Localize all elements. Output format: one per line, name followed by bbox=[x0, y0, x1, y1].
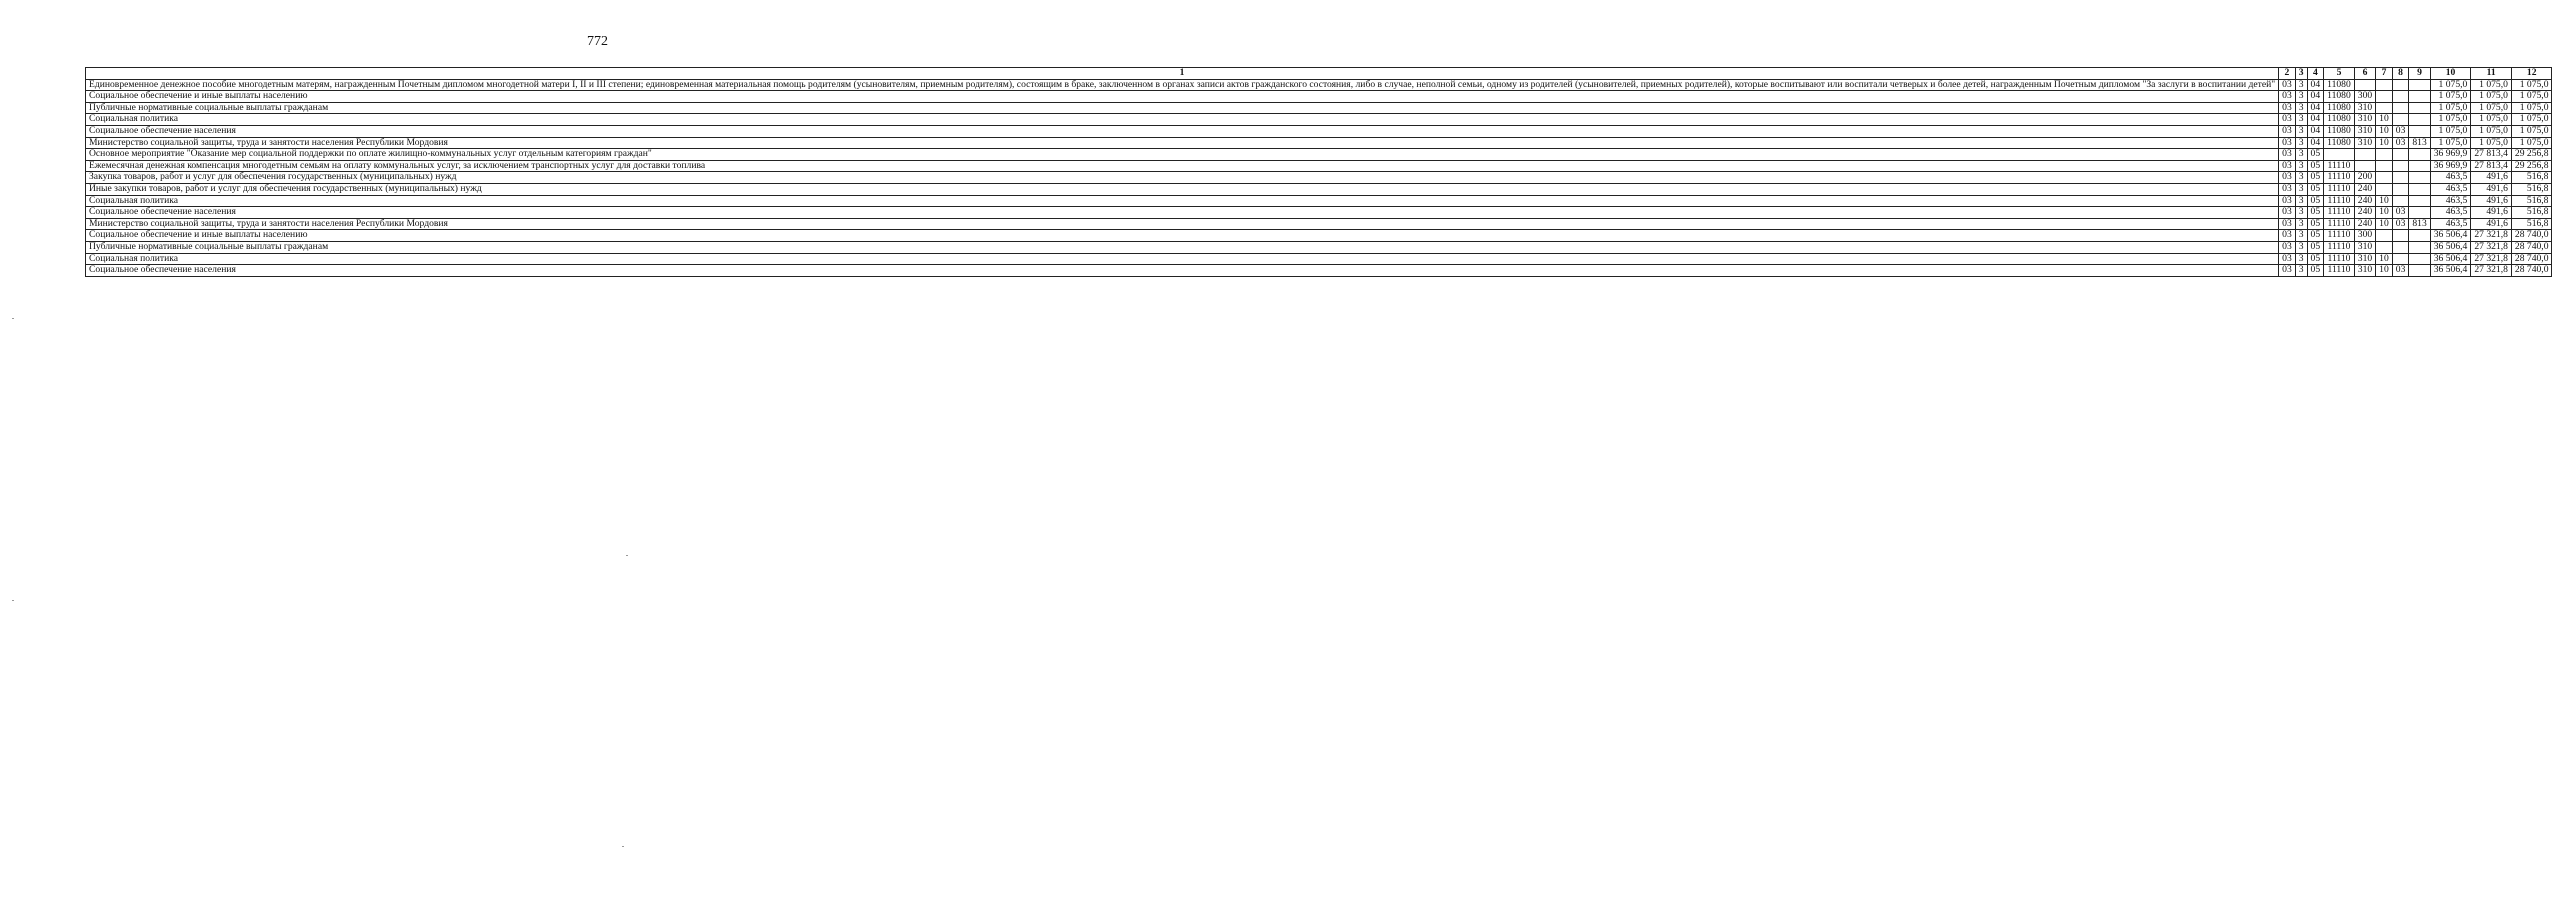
budget-table bbox=[85, 67, 2552, 277]
cell-year-1: 1 075,0 bbox=[2430, 79, 2471, 91]
cell-section bbox=[2376, 183, 2393, 195]
table-row bbox=[86, 183, 2552, 195]
cell-name: Публичные нормативные социальные выплаты гражданам bbox=[86, 241, 2279, 253]
cell-expense-type: 310 bbox=[2354, 137, 2375, 149]
cell-sub: 3 bbox=[2295, 218, 2307, 230]
cell-ministry: 813 bbox=[2409, 218, 2430, 230]
page-number: 772 bbox=[587, 34, 608, 49]
cell-sub: 3 bbox=[2295, 195, 2307, 207]
cell-subsection: 03 bbox=[2392, 137, 2409, 149]
cell-cmp: 03 bbox=[2279, 102, 2296, 114]
cell-year-2: 1 075,0 bbox=[2471, 137, 2512, 149]
table-row bbox=[86, 195, 2552, 207]
cell-year-3: 29 256,8 bbox=[2511, 160, 2552, 172]
cell-year-1: 1 075,0 bbox=[2430, 102, 2471, 114]
cell-year-1: 1 075,0 bbox=[2430, 125, 2471, 137]
cell-sub: 3 bbox=[2295, 137, 2307, 149]
cell-subsection: 03 bbox=[2392, 207, 2409, 219]
table-row bbox=[86, 160, 2552, 172]
table-row bbox=[86, 230, 2552, 242]
cell-section bbox=[2376, 91, 2393, 103]
cell-expense-type bbox=[2354, 160, 2375, 172]
cell-name: Социальное обеспечение и иные выплаты населению bbox=[86, 91, 2279, 103]
cell-year-2: 491,6 bbox=[2471, 218, 2512, 230]
cell-direction: 11110 bbox=[2324, 207, 2355, 219]
cell-direction: 11080 bbox=[2324, 125, 2355, 137]
cell-grp: 05 bbox=[2307, 265, 2324, 277]
cell-year-3: 516,8 bbox=[2511, 207, 2552, 219]
cell-cmp: 03 bbox=[2279, 218, 2296, 230]
cell-cmp: 03 bbox=[2279, 137, 2296, 149]
cell-direction: 11110 bbox=[2324, 160, 2355, 172]
cell-sub: 3 bbox=[2295, 114, 2307, 126]
cell-name: Иные закупки товаров, работ и услуг для обеспечения государственных (муниципальных) нужд bbox=[86, 183, 2279, 195]
cell-grp: 05 bbox=[2307, 183, 2324, 195]
cell-direction: 11110 bbox=[2324, 183, 2355, 195]
cell-cmp: 03 bbox=[2279, 91, 2296, 103]
cell-expense-type: 310 bbox=[2354, 114, 2375, 126]
column-header-5: 5 bbox=[2324, 68, 2355, 80]
cell-ministry bbox=[2409, 79, 2430, 91]
column-header-9: 9 bbox=[2409, 68, 2430, 80]
column-header-1: 1 bbox=[86, 68, 2279, 80]
cell-cmp: 03 bbox=[2279, 241, 2296, 253]
cell-year-1: 463,5 bbox=[2430, 172, 2471, 184]
cell-ministry bbox=[2409, 172, 2430, 184]
cell-year-1: 1 075,0 bbox=[2430, 114, 2471, 126]
cell-grp: 04 bbox=[2307, 79, 2324, 91]
cell-expense-type: 310 bbox=[2354, 265, 2375, 277]
column-header-8: 8 bbox=[2392, 68, 2409, 80]
cell-expense-type: 310 bbox=[2354, 102, 2375, 114]
cell-cmp: 03 bbox=[2279, 207, 2296, 219]
cell-direction: 11110 bbox=[2324, 195, 2355, 207]
cell-expense-type: 310 bbox=[2354, 253, 2375, 265]
cell-grp: 04 bbox=[2307, 137, 2324, 149]
cell-section bbox=[2376, 241, 2393, 253]
column-header-6: 6 bbox=[2354, 68, 2375, 80]
cell-grp: 05 bbox=[2307, 172, 2324, 184]
cell-year-2: 491,6 bbox=[2471, 183, 2512, 195]
table-body bbox=[86, 79, 2552, 276]
cell-year-2: 1 075,0 bbox=[2471, 102, 2512, 114]
cell-section bbox=[2376, 149, 2393, 161]
cell-expense-type: 300 bbox=[2354, 91, 2375, 103]
cell-year-1: 36 969,9 bbox=[2430, 149, 2471, 161]
cell-sub: 3 bbox=[2295, 265, 2307, 277]
cell-year-2: 1 075,0 bbox=[2471, 114, 2512, 126]
cell-year-1: 36 506,4 bbox=[2430, 253, 2471, 265]
cell-subsection: 03 bbox=[2392, 125, 2409, 137]
table-row bbox=[86, 265, 2552, 277]
cell-name: Министерство социальной защиты, труда и занятости населения Республики Мордовия bbox=[86, 137, 2279, 149]
column-header-4: 4 bbox=[2307, 68, 2324, 80]
cell-section: 10 bbox=[2376, 125, 2393, 137]
cell-sub: 3 bbox=[2295, 183, 2307, 195]
cell-expense-type bbox=[2354, 149, 2375, 161]
cell-year-2: 491,6 bbox=[2471, 207, 2512, 219]
cell-cmp: 03 bbox=[2279, 253, 2296, 265]
cell-name: Социальная политика bbox=[86, 253, 2279, 265]
cell-section bbox=[2376, 160, 2393, 172]
cell-ministry bbox=[2409, 230, 2430, 242]
cell-sub: 3 bbox=[2295, 230, 2307, 242]
cell-name: Публичные нормативные социальные выплаты гражданам bbox=[86, 102, 2279, 114]
table-row bbox=[86, 79, 2552, 91]
cell-year-2: 27 321,8 bbox=[2471, 253, 2512, 265]
table-row bbox=[86, 253, 2552, 265]
cell-grp: 05 bbox=[2307, 230, 2324, 242]
column-header-3: 3 bbox=[2295, 68, 2307, 80]
table-row bbox=[86, 149, 2552, 161]
column-header-10: 10 bbox=[2430, 68, 2471, 80]
cell-year-3: 1 075,0 bbox=[2511, 114, 2552, 126]
cell-year-2: 491,6 bbox=[2471, 195, 2512, 207]
cell-ministry bbox=[2409, 125, 2430, 137]
cell-name: Министерство социальной защиты, труда и занятости населения Республики Мордовия bbox=[86, 218, 2279, 230]
table-row bbox=[86, 91, 2552, 103]
cell-ministry: 813 bbox=[2409, 137, 2430, 149]
cell-sub: 3 bbox=[2295, 160, 2307, 172]
cell-sub: 3 bbox=[2295, 253, 2307, 265]
cell-name: Основное мероприятие "Оказание мер социальной поддержки по оплате жилищно-коммунальных услуг отдельным категориям граждан" bbox=[86, 149, 2279, 161]
cell-expense-type: 240 bbox=[2354, 218, 2375, 230]
cell-year-3: 516,8 bbox=[2511, 218, 2552, 230]
cell-ministry bbox=[2409, 149, 2430, 161]
cell-subsection bbox=[2392, 114, 2409, 126]
cell-year-1: 463,5 bbox=[2430, 195, 2471, 207]
cell-subsection bbox=[2392, 230, 2409, 242]
cell-year-3: 1 075,0 bbox=[2511, 125, 2552, 137]
cell-ministry bbox=[2409, 241, 2430, 253]
cell-direction: 11080 bbox=[2324, 91, 2355, 103]
cell-year-2: 491,6 bbox=[2471, 172, 2512, 184]
cell-ministry bbox=[2409, 160, 2430, 172]
cell-year-2: 1 075,0 bbox=[2471, 91, 2512, 103]
cell-direction: 11110 bbox=[2324, 265, 2355, 277]
cell-year-3: 1 075,0 bbox=[2511, 102, 2552, 114]
column-header-2: 2 bbox=[2279, 68, 2296, 80]
cell-cmp: 03 bbox=[2279, 183, 2296, 195]
cell-year-2: 27 813,4 bbox=[2471, 149, 2512, 161]
cell-subsection bbox=[2392, 91, 2409, 103]
table-row bbox=[86, 218, 2552, 230]
table-row bbox=[86, 102, 2552, 114]
scan-speck bbox=[12, 600, 14, 601]
cell-sub: 3 bbox=[2295, 91, 2307, 103]
cell-year-2: 27 813,4 bbox=[2471, 160, 2512, 172]
cell-cmp: 03 bbox=[2279, 79, 2296, 91]
cell-ministry bbox=[2409, 102, 2430, 114]
cell-ministry bbox=[2409, 207, 2430, 219]
cell-year-1: 463,5 bbox=[2430, 183, 2471, 195]
cell-year-1: 36 506,4 bbox=[2430, 230, 2471, 242]
cell-section bbox=[2376, 172, 2393, 184]
cell-expense-type: 240 bbox=[2354, 195, 2375, 207]
cell-sub: 3 bbox=[2295, 79, 2307, 91]
cell-cmp: 03 bbox=[2279, 149, 2296, 161]
cell-name: Социальная политика bbox=[86, 195, 2279, 207]
table-row bbox=[86, 125, 2552, 137]
cell-subsection bbox=[2392, 195, 2409, 207]
cell-year-1: 463,5 bbox=[2430, 218, 2471, 230]
scan-speck bbox=[622, 846, 624, 847]
cell-year-3: 1 075,0 bbox=[2511, 79, 2552, 91]
cell-section bbox=[2376, 79, 2393, 91]
cell-section: 10 bbox=[2376, 137, 2393, 149]
cell-year-1: 36 969,9 bbox=[2430, 160, 2471, 172]
cell-grp: 05 bbox=[2307, 160, 2324, 172]
cell-expense-type: 310 bbox=[2354, 241, 2375, 253]
cell-cmp: 03 bbox=[2279, 114, 2296, 126]
cell-grp: 05 bbox=[2307, 241, 2324, 253]
cell-year-3: 1 075,0 bbox=[2511, 137, 2552, 149]
cell-expense-type: 310 bbox=[2354, 125, 2375, 137]
cell-cmp: 03 bbox=[2279, 265, 2296, 277]
cell-section: 10 bbox=[2376, 253, 2393, 265]
cell-subsection: 03 bbox=[2392, 218, 2409, 230]
cell-cmp: 03 bbox=[2279, 125, 2296, 137]
cell-direction: 11110 bbox=[2324, 218, 2355, 230]
cell-year-3: 28 740,0 bbox=[2511, 230, 2552, 242]
cell-year-2: 27 321,8 bbox=[2471, 241, 2512, 253]
cell-grp: 04 bbox=[2307, 125, 2324, 137]
cell-year-3: 516,8 bbox=[2511, 195, 2552, 207]
column-header-12: 12 bbox=[2511, 68, 2552, 80]
scan-speck bbox=[626, 555, 628, 556]
cell-year-3: 28 740,0 bbox=[2511, 265, 2552, 277]
cell-section bbox=[2376, 102, 2393, 114]
cell-year-3: 1 075,0 bbox=[2511, 91, 2552, 103]
cell-grp: 05 bbox=[2307, 207, 2324, 219]
cell-subsection bbox=[2392, 149, 2409, 161]
cell-subsection bbox=[2392, 241, 2409, 253]
cell-ministry bbox=[2409, 114, 2430, 126]
cell-grp: 04 bbox=[2307, 114, 2324, 126]
cell-subsection bbox=[2392, 102, 2409, 114]
cell-expense-type: 200 bbox=[2354, 172, 2375, 184]
cell-direction: 11080 bbox=[2324, 137, 2355, 149]
cell-name: Единовременное денежное пособие многодетным матерям, награжденным Почетным дипломом многодетной матери I, II и III степени; единовременная материальная помощь родителям (усыновителям, приемным родителям), состоящим в браке, заключенном в органах записи актов гражданского состояния, либо в случае, неполной семьи, одному из родителей (усыновителей, приемных родителей), которые воспитывают или воспитали четверых и более детей, награжденным Почетным дипломом "За заслуги в воспитании детей" bbox=[86, 79, 2279, 91]
cell-year-1: 36 506,4 bbox=[2430, 241, 2471, 253]
table-row bbox=[86, 137, 2552, 149]
cell-year-3: 28 740,0 bbox=[2511, 241, 2552, 253]
cell-ministry bbox=[2409, 195, 2430, 207]
cell-year-2: 27 321,8 bbox=[2471, 230, 2512, 242]
cell-direction: 11080 bbox=[2324, 102, 2355, 114]
cell-direction: 11080 bbox=[2324, 114, 2355, 126]
cell-direction: 11110 bbox=[2324, 253, 2355, 265]
cell-name: Социальное обеспечение населения bbox=[86, 207, 2279, 219]
cell-grp: 05 bbox=[2307, 218, 2324, 230]
cell-sub: 3 bbox=[2295, 241, 2307, 253]
cell-year-1: 463,5 bbox=[2430, 207, 2471, 219]
cell-ministry bbox=[2409, 265, 2430, 277]
cell-section: 10 bbox=[2376, 114, 2393, 126]
cell-direction: 11110 bbox=[2324, 172, 2355, 184]
cell-section: 10 bbox=[2376, 218, 2393, 230]
header-row bbox=[86, 68, 2552, 80]
cell-direction: 11110 bbox=[2324, 230, 2355, 242]
cell-direction: 11080 bbox=[2324, 79, 2355, 91]
cell-year-2: 1 075,0 bbox=[2471, 125, 2512, 137]
column-header-7: 7 bbox=[2376, 68, 2393, 80]
cell-grp: 05 bbox=[2307, 253, 2324, 265]
cell-name: Закупка товаров, работ и услуг для обеспечения государственных (муниципальных) нужд bbox=[86, 172, 2279, 184]
cell-year-2: 1 075,0 bbox=[2471, 79, 2512, 91]
cell-expense-type: 240 bbox=[2354, 207, 2375, 219]
cell-section: 10 bbox=[2376, 265, 2393, 277]
cell-subsection bbox=[2392, 183, 2409, 195]
cell-subsection: 03 bbox=[2392, 265, 2409, 277]
cell-subsection bbox=[2392, 160, 2409, 172]
cell-sub: 3 bbox=[2295, 172, 2307, 184]
cell-grp: 05 bbox=[2307, 195, 2324, 207]
table-row bbox=[86, 172, 2552, 184]
cell-name: Социальное обеспечение и иные выплаты населению bbox=[86, 230, 2279, 242]
cell-cmp: 03 bbox=[2279, 160, 2296, 172]
cell-sub: 3 bbox=[2295, 207, 2307, 219]
cell-year-3: 28 740,0 bbox=[2511, 253, 2552, 265]
cell-direction bbox=[2324, 149, 2355, 161]
cell-cmp: 03 bbox=[2279, 230, 2296, 242]
cell-year-1: 36 506,4 bbox=[2430, 265, 2471, 277]
cell-year-1: 1 075,0 bbox=[2430, 91, 2471, 103]
cell-expense-type: 240 bbox=[2354, 183, 2375, 195]
cell-section: 10 bbox=[2376, 207, 2393, 219]
cell-year-3: 516,8 bbox=[2511, 183, 2552, 195]
cell-expense-type bbox=[2354, 79, 2375, 91]
cell-cmp: 03 bbox=[2279, 195, 2296, 207]
table-row bbox=[86, 114, 2552, 126]
cell-sub: 3 bbox=[2295, 125, 2307, 137]
table-header bbox=[86, 68, 2552, 80]
table-row bbox=[86, 207, 2552, 219]
cell-subsection bbox=[2392, 253, 2409, 265]
cell-name: Социальное обеспечение населения bbox=[86, 125, 2279, 137]
scan-speck bbox=[12, 318, 14, 319]
cell-grp: 04 bbox=[2307, 102, 2324, 114]
table-row bbox=[86, 241, 2552, 253]
cell-ministry bbox=[2409, 253, 2430, 265]
cell-section bbox=[2376, 230, 2393, 242]
cell-grp: 04 bbox=[2307, 91, 2324, 103]
column-header-11: 11 bbox=[2471, 68, 2512, 80]
cell-ministry bbox=[2409, 91, 2430, 103]
cell-cmp: 03 bbox=[2279, 172, 2296, 184]
cell-subsection bbox=[2392, 79, 2409, 91]
cell-sub: 3 bbox=[2295, 149, 2307, 161]
cell-expense-type: 300 bbox=[2354, 230, 2375, 242]
cell-grp: 05 bbox=[2307, 149, 2324, 161]
cell-section: 10 bbox=[2376, 195, 2393, 207]
cell-year-2: 27 321,8 bbox=[2471, 265, 2512, 277]
cell-name: Социальная политика bbox=[86, 114, 2279, 126]
cell-sub: 3 bbox=[2295, 102, 2307, 114]
cell-name: Ежемесячная денежная компенсация многодетным семьям на оплату коммунальных услуг, за исключением транспортных услуг для доставки топлива bbox=[86, 160, 2279, 172]
cell-name: Социальное обеспечение населения bbox=[86, 265, 2279, 277]
cell-direction: 11110 bbox=[2324, 241, 2355, 253]
cell-ministry bbox=[2409, 183, 2430, 195]
cell-year-3: 516,8 bbox=[2511, 172, 2552, 184]
cell-year-1: 1 075,0 bbox=[2430, 137, 2471, 149]
cell-year-3: 29 256,8 bbox=[2511, 149, 2552, 161]
cell-subsection bbox=[2392, 172, 2409, 184]
